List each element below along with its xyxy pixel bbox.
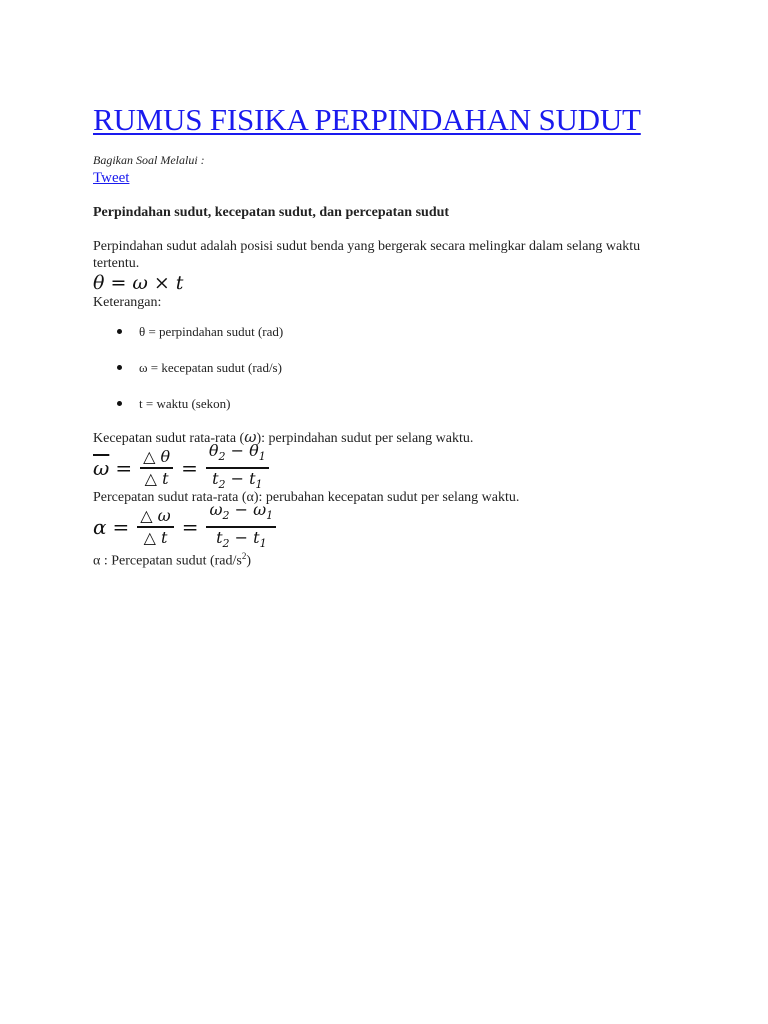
formula-equals: = (110, 272, 127, 294)
formula-equals: = (181, 515, 199, 539)
fraction-difference (206, 442, 269, 494)
fraction-delta (140, 448, 173, 487)
fraction-denominator: $t_2 - t_1$ (212, 468, 263, 491)
alpha-note (93, 548, 693, 570)
formula-displacement (93, 272, 693, 294)
avg-velocity-text (93, 429, 693, 447)
bullet-icon (117, 329, 122, 334)
fraction-difference (206, 501, 276, 553)
formula-alpha: α (93, 515, 107, 539)
tweet-link[interactable]: Tweet (93, 170, 130, 186)
avg-velocity-text-after: ): perpindahan sudut per selang waktu. (256, 431, 474, 446)
formula-times: × (153, 272, 170, 294)
avg-velocity-symbol: ω (244, 428, 257, 446)
bullet-icon (117, 401, 122, 406)
formula-avg-accel (93, 500, 693, 550)
avg-accel-text: Percepatan sudut rata-rata (α): perubahan kecepatan sudut per selang waktu. (93, 490, 520, 505)
keterangan-label: Keterangan: (93, 295, 162, 310)
intro-paragraph: Perpindahan sudut adalah posisi sudut benda yang bergerak secara melingkar dalam selang waktu tertentu. (93, 239, 641, 271)
article (93, 100, 693, 570)
list-item-text: ω = kecepatan sudut (rad/s) (139, 360, 282, 375)
formula-omega-bar: ω (93, 456, 110, 480)
bullet-icon (117, 365, 122, 370)
avg-velocity-text-before: Kecepatan sudut rata-rata ( (93, 431, 245, 446)
keterangan-list (93, 323, 693, 412)
share-label: Bagikan Soal Melalui : (93, 153, 205, 167)
fraction-numerator: $\omega_2 - \omega_1$ (209, 500, 274, 523)
section-heading: Perpindahan sudut, kecepatan sudut, dan percepatan sudut (93, 205, 450, 220)
alpha-note-sup: 2 (241, 551, 247, 561)
fraction-numerator: $\theta_2 - \theta_1$ (208, 441, 266, 464)
fraction-denominator: $t_2 - t_1$ (216, 527, 267, 550)
list-item (93, 359, 693, 376)
formula-equals: = (112, 515, 130, 539)
list-item (93, 395, 693, 412)
fraction-numerator: △ θ (143, 447, 171, 467)
formula-theta: θ (93, 272, 105, 294)
formula-equals: = (181, 456, 198, 480)
page-title[interactable]: RUMUS FISIKA PERPINDAHAN SUDUT (93, 102, 641, 137)
formula-equals: = (115, 456, 133, 480)
fraction-denominator: △ t (143, 527, 168, 547)
formula-t: t (175, 272, 184, 294)
list-item-text: t = waktu (sekon) (139, 396, 231, 411)
list-item (93, 323, 693, 340)
fraction-numerator: △ ω (140, 506, 171, 526)
fraction-delta (137, 507, 173, 546)
alpha-note-after: ) (246, 553, 252, 569)
formula-omega: ω (132, 272, 148, 294)
alpha-note-before: α : Percepatan sudut (rad/s (93, 553, 242, 569)
list-item-text: θ = perpindahan sudut (rad) (139, 324, 284, 339)
formula-avg-velocity (93, 441, 693, 491)
fraction-denominator: △ t (144, 468, 169, 488)
